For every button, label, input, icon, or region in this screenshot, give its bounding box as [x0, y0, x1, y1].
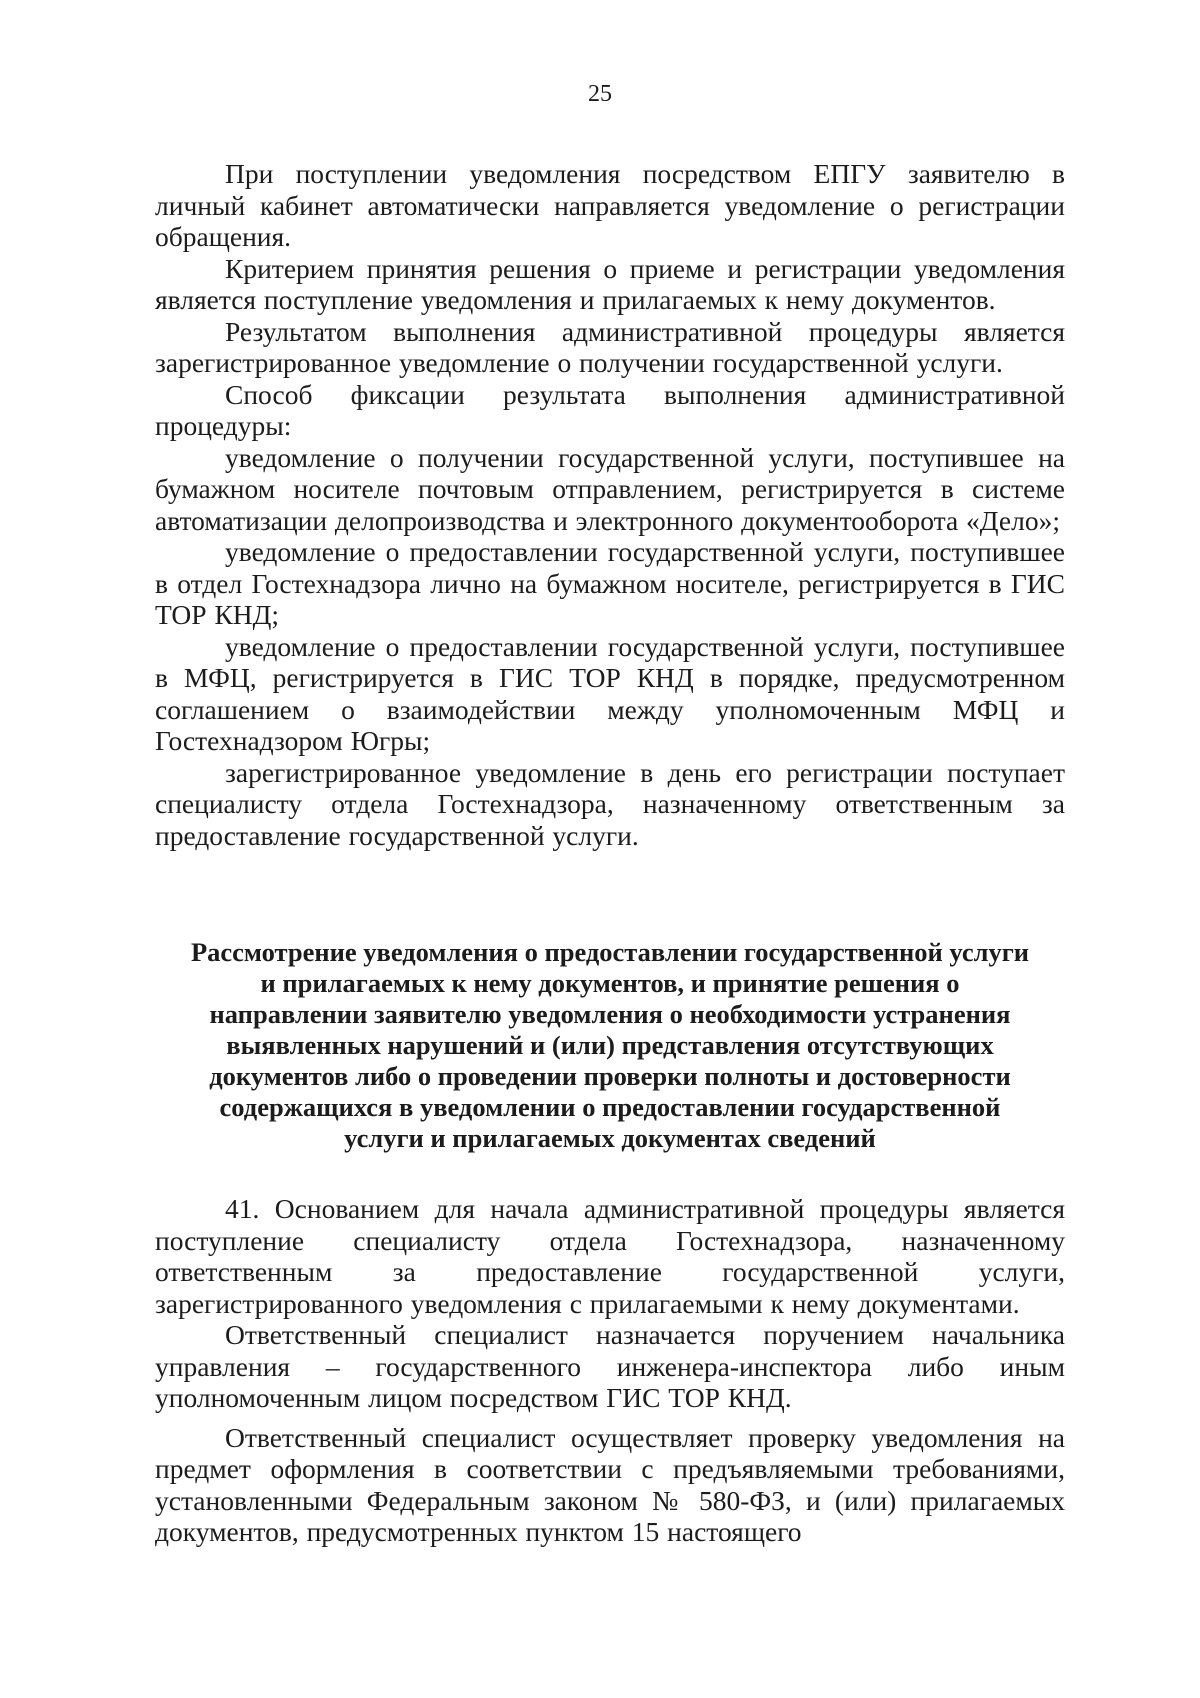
- text-block-registration: [155, 158, 1065, 851]
- paragraph: Критерием принятия решения о приеме и регистрации уведомления является поступление уведомления и прилагаемых к нему документов.: [155, 252, 1065, 315]
- heading-line: направлении заявителю уведомления о необходимости устранения: [209, 999, 1011, 1029]
- heading-line: Рассмотрение уведомления о предоставлении государственной услуги: [190, 937, 1030, 967]
- heading-line: и прилагаемых к нему документов, и принятие решения о: [260, 968, 960, 998]
- paragraph: 41. Основанием для начала административной процедуры является поступление специалисту отдела Гостехнадзора, назначенному ответственным за предоставление государственной услуги, зарегистрированного уведомления с прилагаемыми к нему документами.: [155, 1193, 1065, 1319]
- text-block-review: [155, 1193, 1065, 1548]
- paragraph: Ответственный специалист назначается поручением начальника управления – государственного инженера-инспектора либо иным уполномоченным лицом посредством ГИС ТОР КНД.: [155, 1319, 1065, 1413]
- heading-line: документов либо о проведении проверки полноты и достоверности: [209, 1061, 1011, 1091]
- heading-line: услуги и прилагаемых документах сведений: [344, 1123, 876, 1153]
- paragraph: Способ фиксации результата выполнения административной процедуры:: [155, 378, 1065, 441]
- heading-line: выявленных нарушений и (или) представления отсутствующих: [226, 1030, 994, 1060]
- heading-line: содержащихся в уведомлении о предоставлении государственной: [219, 1092, 1001, 1122]
- paragraph: зарегистрированное уведомление в день его регистрации поступает специалисту отдела Гостехнадзора, назначенному ответственным за предоставление государственной услуги.: [155, 756, 1065, 851]
- paragraph: уведомление о получении государственной услуги, поступившее на бумажном носителе почтовым отправлением, регистрируется в системе автоматизации делопроизводства и электронного документооборота «Дело»;: [155, 441, 1065, 536]
- paragraph: Ответственный специалист осуществляет проверку уведомления на предмет оформления в соответствии с предъявляемыми требованиями, установленными Федеральным законом № 580-ФЗ, и (или) прилагаемых документов, предусмотренных пунктом 15 настоящего: [155, 1421, 1065, 1547]
- page-number: 25: [588, 81, 612, 107]
- paragraph: При поступлении уведомления посредством ЕПГУ заявителю в личный кабинет автоматически направляется уведомление о регистрации обращения.: [155, 158, 1065, 252]
- paragraph: уведомление о предоставлении государственной услуги, поступившее в МФЦ, регистрируется в ГИС ТОР КНД в порядке, предусмотренном соглашением о взаимодействии между уполномоченным МФЦ и Гостехнадзором Югры;: [155, 630, 1065, 756]
- paragraph: Результатом выполнения административной процедуры является зарегистрированное уведомление о получении государственной услуги.: [155, 315, 1065, 378]
- section-heading: [140, 937, 1080, 1154]
- paragraph: уведомление о предоставлении государственной услуги, поступившее в отдел Гостехнадзора лично на бумажном носителе, регистрируется в ГИС ТОР КНД;: [155, 536, 1065, 630]
